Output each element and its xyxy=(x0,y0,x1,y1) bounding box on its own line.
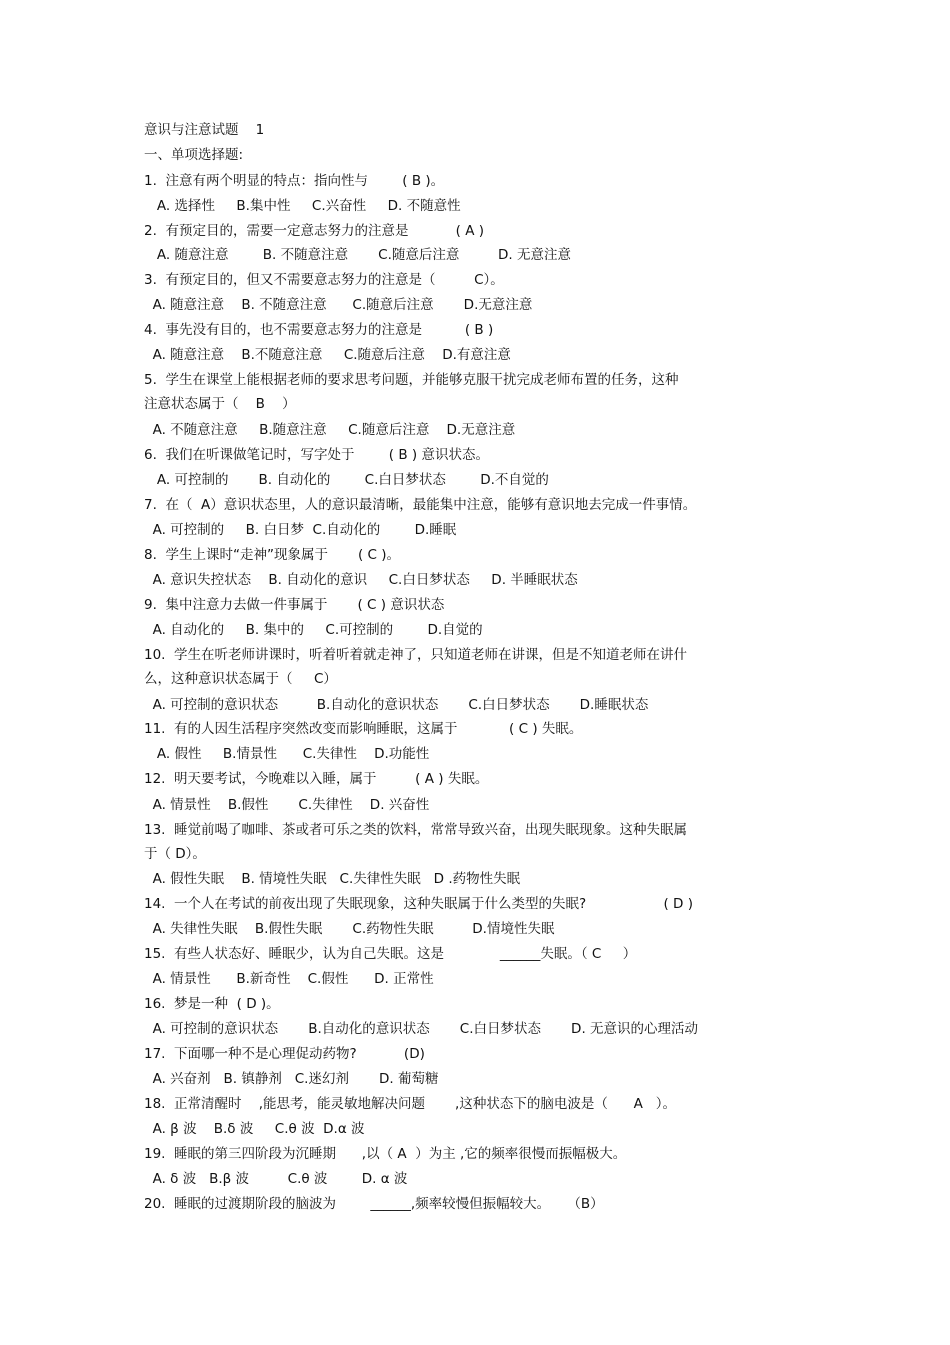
question-7: 7. 在（ A）意识状态里，人的意识最清晰，最能集中注意，能够有意识地去完成一件事情。 xyxy=(144,497,697,513)
question-19: 19. 睡眠的第三四阶段为沉睡期 ,以（ A ）为主 ,它的频率很慢而振幅极大。 xyxy=(144,1146,627,1162)
question-11-options: A. 假性 B.情景性 C.失律性 D.功能性 xyxy=(144,746,430,762)
question-1-options: A. 选择性 B.集中性 C.兴奋性 D. 不随意性 xyxy=(144,198,461,214)
question-2-options: A. 随意注意 B. 不随意注意 C.随意后注意 D. 无意注意 xyxy=(144,247,571,263)
question-14: 14. 一个人在考试的前夜出现了失眠现象，这种失眠属于什么类型的失眠? ( D ) xyxy=(144,896,693,912)
question-7-options: A. 可控制的 B. 白日梦 C.自动化的 D.睡眠 xyxy=(144,522,457,538)
question-15-options: A. 情景性 B.新奇性 C.假性 D. 正常性 xyxy=(144,971,434,987)
question-2: 2. 有预定目的，需要一定意志努力的注意是 ( A ) xyxy=(144,223,485,239)
question-8: 8. 学生上课时“走神”现象属于 ( C )。 xyxy=(144,547,401,563)
question-3: 3. 有预定目的，但又不需要意志努力的注意是（ C）。 xyxy=(144,272,504,288)
question-6: 6. 我们在听课做笔记时，写字处于 ( B ) 意识状态。 xyxy=(144,447,489,463)
question-14-options: A. 失律性失眠 B.假性失眠 C.药物性失眠 D.情境性失眠 xyxy=(144,921,555,937)
question-20: 20. 睡眠的过渡期阶段的脑波为 ______,频率较慢但振幅较大。 （B） xyxy=(144,1196,604,1212)
question-18-options: A. β 波 B.δ 波 C.θ 波 D.α 波 xyxy=(144,1121,365,1137)
question-17: 17. 下面哪一种不是心理促动药物? (D) xyxy=(144,1046,425,1062)
section-heading: 一、单项选择题: xyxy=(144,147,244,163)
question-8-options: A. 意识失控状态 B. 自动化的意识 C.白日梦状态 D. 半睡眠状态 xyxy=(144,572,578,588)
question-15: 15. 有些人状态好、睡眠少，认为自己失眠。这是 ______失眠。（ C ） xyxy=(144,946,637,962)
question-5: 5. 学生在课堂上能根据老师的要求思考问题，并能够克服干扰完成老师布置的任务，这种 xyxy=(144,372,679,388)
question-16: 16. 梦是一种 ( D )。 xyxy=(144,996,280,1012)
question-1: 1. 注意有两个明显的特点：指向性与 ( B )。 xyxy=(144,173,445,189)
question-12: 12. 明天要考试，今晚难以入睡，属于 ( A ) 失眠。 xyxy=(144,771,489,787)
question-13: 13. 睡觉前喝了咖啡、茶或者可乐之类的饮料，常常导致兴奋，出现失眠现象。这种失眠属 xyxy=(144,822,688,838)
question-3-options: A. 随意注意 B. 不随意注意 C.随意后注意 D.无意注意 xyxy=(144,297,533,313)
question-12-options: A. 情景性 B.假性 C.失律性 D. 兴奋性 xyxy=(144,797,430,813)
question-18: 18. 正常清醒时 ,能思考，能灵敏地解决问题 ,这种状态下的脑电波是（ A ）。 xyxy=(144,1096,676,1112)
question-9-options: A. 自动化的 B. 集中的 C.可控制的 D.自觉的 xyxy=(144,622,483,638)
question-16-options: A. 可控制的意识状态 B.自动化的意识状态 C.白日梦状态 D. 无意识的心理活动 xyxy=(144,1021,699,1037)
document-title: 意识与注意试题 1 xyxy=(144,122,265,138)
question-6-options: A. 可控制的 B. 自动化的 C.白日梦状态 D.不自觉的 xyxy=(144,472,549,488)
question-13-options: A. 假性失眠 B. 情境性失眠 C.失律性失眠 D .药物性失眠 xyxy=(144,871,521,887)
question-10-continued: 么，这种意识状态属于（ C） xyxy=(144,671,337,687)
question-4: 4. 事先没有目的，也不需要意志努力的注意是 ( B ) xyxy=(144,322,494,338)
question-9: 9. 集中注意力去做一件事属于 ( C ) 意识状态 xyxy=(144,597,445,613)
question-10: 10. 学生在听老师讲课时，听着听着就走神了，只知道老师在讲课，但是不知道老师在讲什 xyxy=(144,647,688,663)
question-4-options: A. 随意注意 B.不随意注意 C.随意后注意 D.有意注意 xyxy=(144,347,511,363)
question-5-continued: 注意状态属于（ B ） xyxy=(144,396,296,412)
question-19-options: A. δ 波 B.β 波 C.θ 波 D. α 波 xyxy=(144,1171,408,1187)
question-17-options: A. 兴奋剂 B. 镇静剂 C.迷幻剂 D. 葡萄糖 xyxy=(144,1071,439,1087)
question-13-continued: 于（ D）。 xyxy=(144,846,206,862)
question-5-options: A. 不随意注意 B.随意注意 C.随意后注意 D.无意注意 xyxy=(144,422,516,438)
question-11: 11. 有的人因生活程序突然改变而影响睡眠，这属于 ( C ) 失眠。 xyxy=(144,721,583,737)
question-10-options: A. 可控制的意识状态 B.自动化的意识状态 C.白日梦状态 D.睡眠状态 xyxy=(144,697,649,713)
